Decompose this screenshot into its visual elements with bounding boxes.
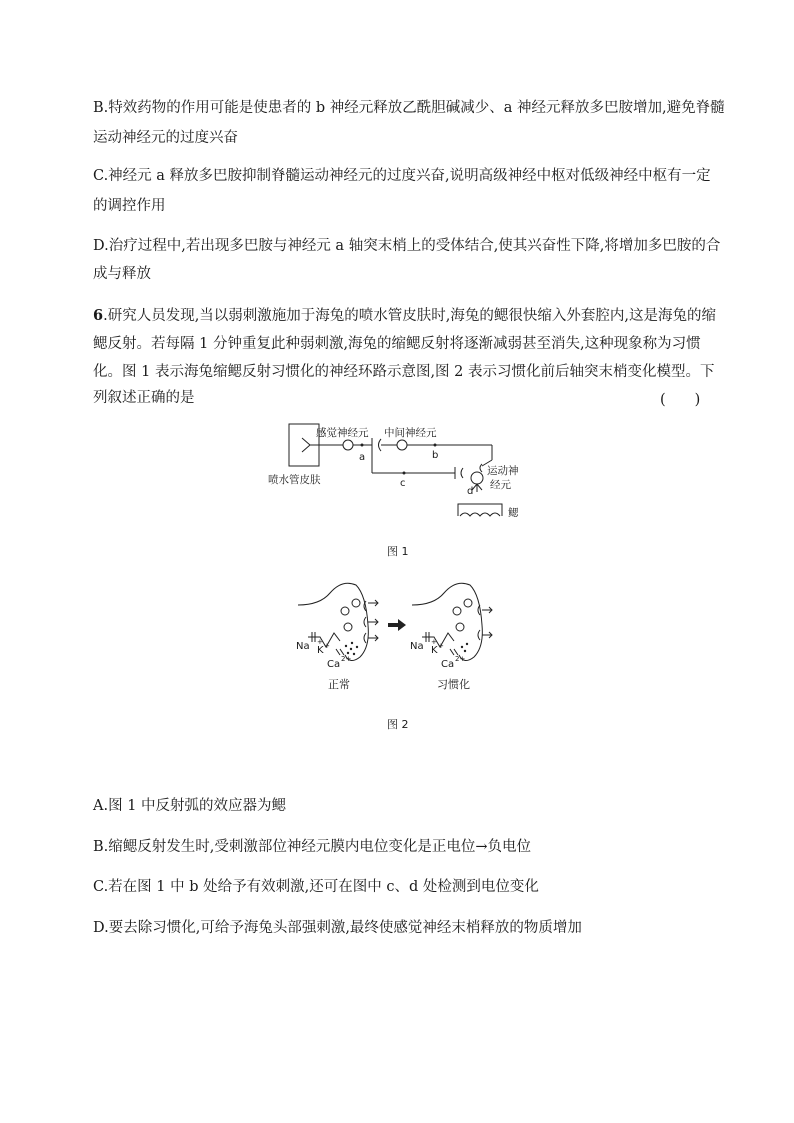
ca-label: Ca — [327, 659, 341, 670]
option-b-prev-line2: 运动神经元的过度兴奋 — [93, 130, 238, 146]
k-charge: + — [324, 642, 330, 650]
question-6-text1: .研究人员发现,当以弱刺激施加于海兔的喷水管皮肤时,海兔的鳃很快缩入外套腔内,这是海兔的缩 — [103, 308, 717, 324]
sensory-neuron-body — [343, 440, 353, 450]
option-d: D.要去除习惯化,可给予海兔头部强刺激,最终使感觉神经末梢释放的物质增加 — [93, 920, 582, 936]
na-label-2: Na — [410, 641, 424, 652]
label-c: c — [400, 478, 406, 489]
na-charge: + — [317, 638, 323, 646]
label-a: a — [359, 452, 366, 463]
ca-charge: 2+ — [341, 655, 352, 663]
label-b: b — [432, 450, 439, 461]
na-label: Na — [296, 641, 310, 652]
option-c-prev-line1: C.神经元 a 释放多巴胺抑制脊髓运动神经元的过度兴奋,说明高级神经中枢对低级神经中枢有一定 — [93, 168, 711, 184]
sensory-ending-icon — [302, 438, 320, 452]
inter-label: 中间神经元 — [384, 427, 437, 439]
normal-label: 正常 — [328, 678, 350, 691]
figure-1-caption: 图 1 — [387, 545, 409, 558]
figure-2-terminal-model — [290, 575, 510, 695]
motor-neuron-body — [471, 472, 483, 484]
normal-terminal — [298, 583, 378, 660]
option-b-prev-line1: B.特效药物的作用可能是使患者的 b 神经元释放乙酰胆碱减少、a 神经元释放多巴胺增加,避免脊髓 — [93, 100, 725, 116]
gill-label: 鳃 — [508, 507, 519, 519]
ca-charge-2: 2+ — [455, 655, 466, 663]
ca-label-2: Ca — [441, 659, 455, 670]
option-a: A.图 1 中反射弧的效应器为鳃 — [93, 798, 287, 814]
na-charge-2: + — [431, 638, 437, 646]
option-d-prev-line1: D.治疗过程中,若出现多巴胺与神经元 a 轴突末梢上的受体结合,使其兴奋性下降,将增加多巴胺的合 — [93, 238, 721, 254]
motor-label-1: 运动神 — [487, 465, 519, 477]
habituation-terminal — [412, 583, 492, 660]
figure-1-circuit-diagram — [260, 420, 540, 530]
habituation-label: 习惯化 — [437, 678, 470, 691]
k-charge-2: + — [438, 642, 444, 650]
gill-icon — [458, 504, 502, 516]
question-6-line4: 列叙述正确的是 — [93, 390, 195, 406]
motor-label-2: 经元 — [490, 479, 511, 491]
figure-2-caption: 图 2 — [387, 718, 409, 731]
k-label: K — [317, 645, 324, 656]
question-number: 6 — [93, 307, 104, 324]
answer-parentheses: ( ) — [660, 392, 701, 408]
interneuron-body — [397, 440, 407, 450]
transition-arrow-icon — [388, 619, 406, 631]
question-6-line2: 鳃反射。若每隔 1 分钟重复此种弱刺激,海兔的缩鳃反射将逐渐减弱甚至消失,这种现象称为习惯 — [93, 336, 701, 352]
skin-label: 喷水管皮肤 — [268, 474, 321, 486]
k-label-2: K — [431, 645, 438, 656]
option-b: B.缩鳃反射发生时,受刺激部位神经元膜内电位变化是正电位→负电位 — [93, 839, 532, 855]
option-c-prev-line2: 的调控作用 — [93, 198, 166, 214]
option-d-prev-line2: 成与释放 — [93, 266, 151, 282]
option-c: C.若在图 1 中 b 处给予有效刺激,还可在图中 c、d 处检测到电位变化 — [93, 879, 539, 895]
question-6-line3: 化。图 1 表示海兔缩鳃反射习惯化的神经环路示意图,图 2 表示习惯化前后轴突末梢变化模型。下 — [93, 364, 715, 380]
label-d: d — [467, 486, 474, 497]
question-6-line1 — [93, 306, 716, 326]
sensory-label: 感觉神经元 — [316, 427, 369, 439]
